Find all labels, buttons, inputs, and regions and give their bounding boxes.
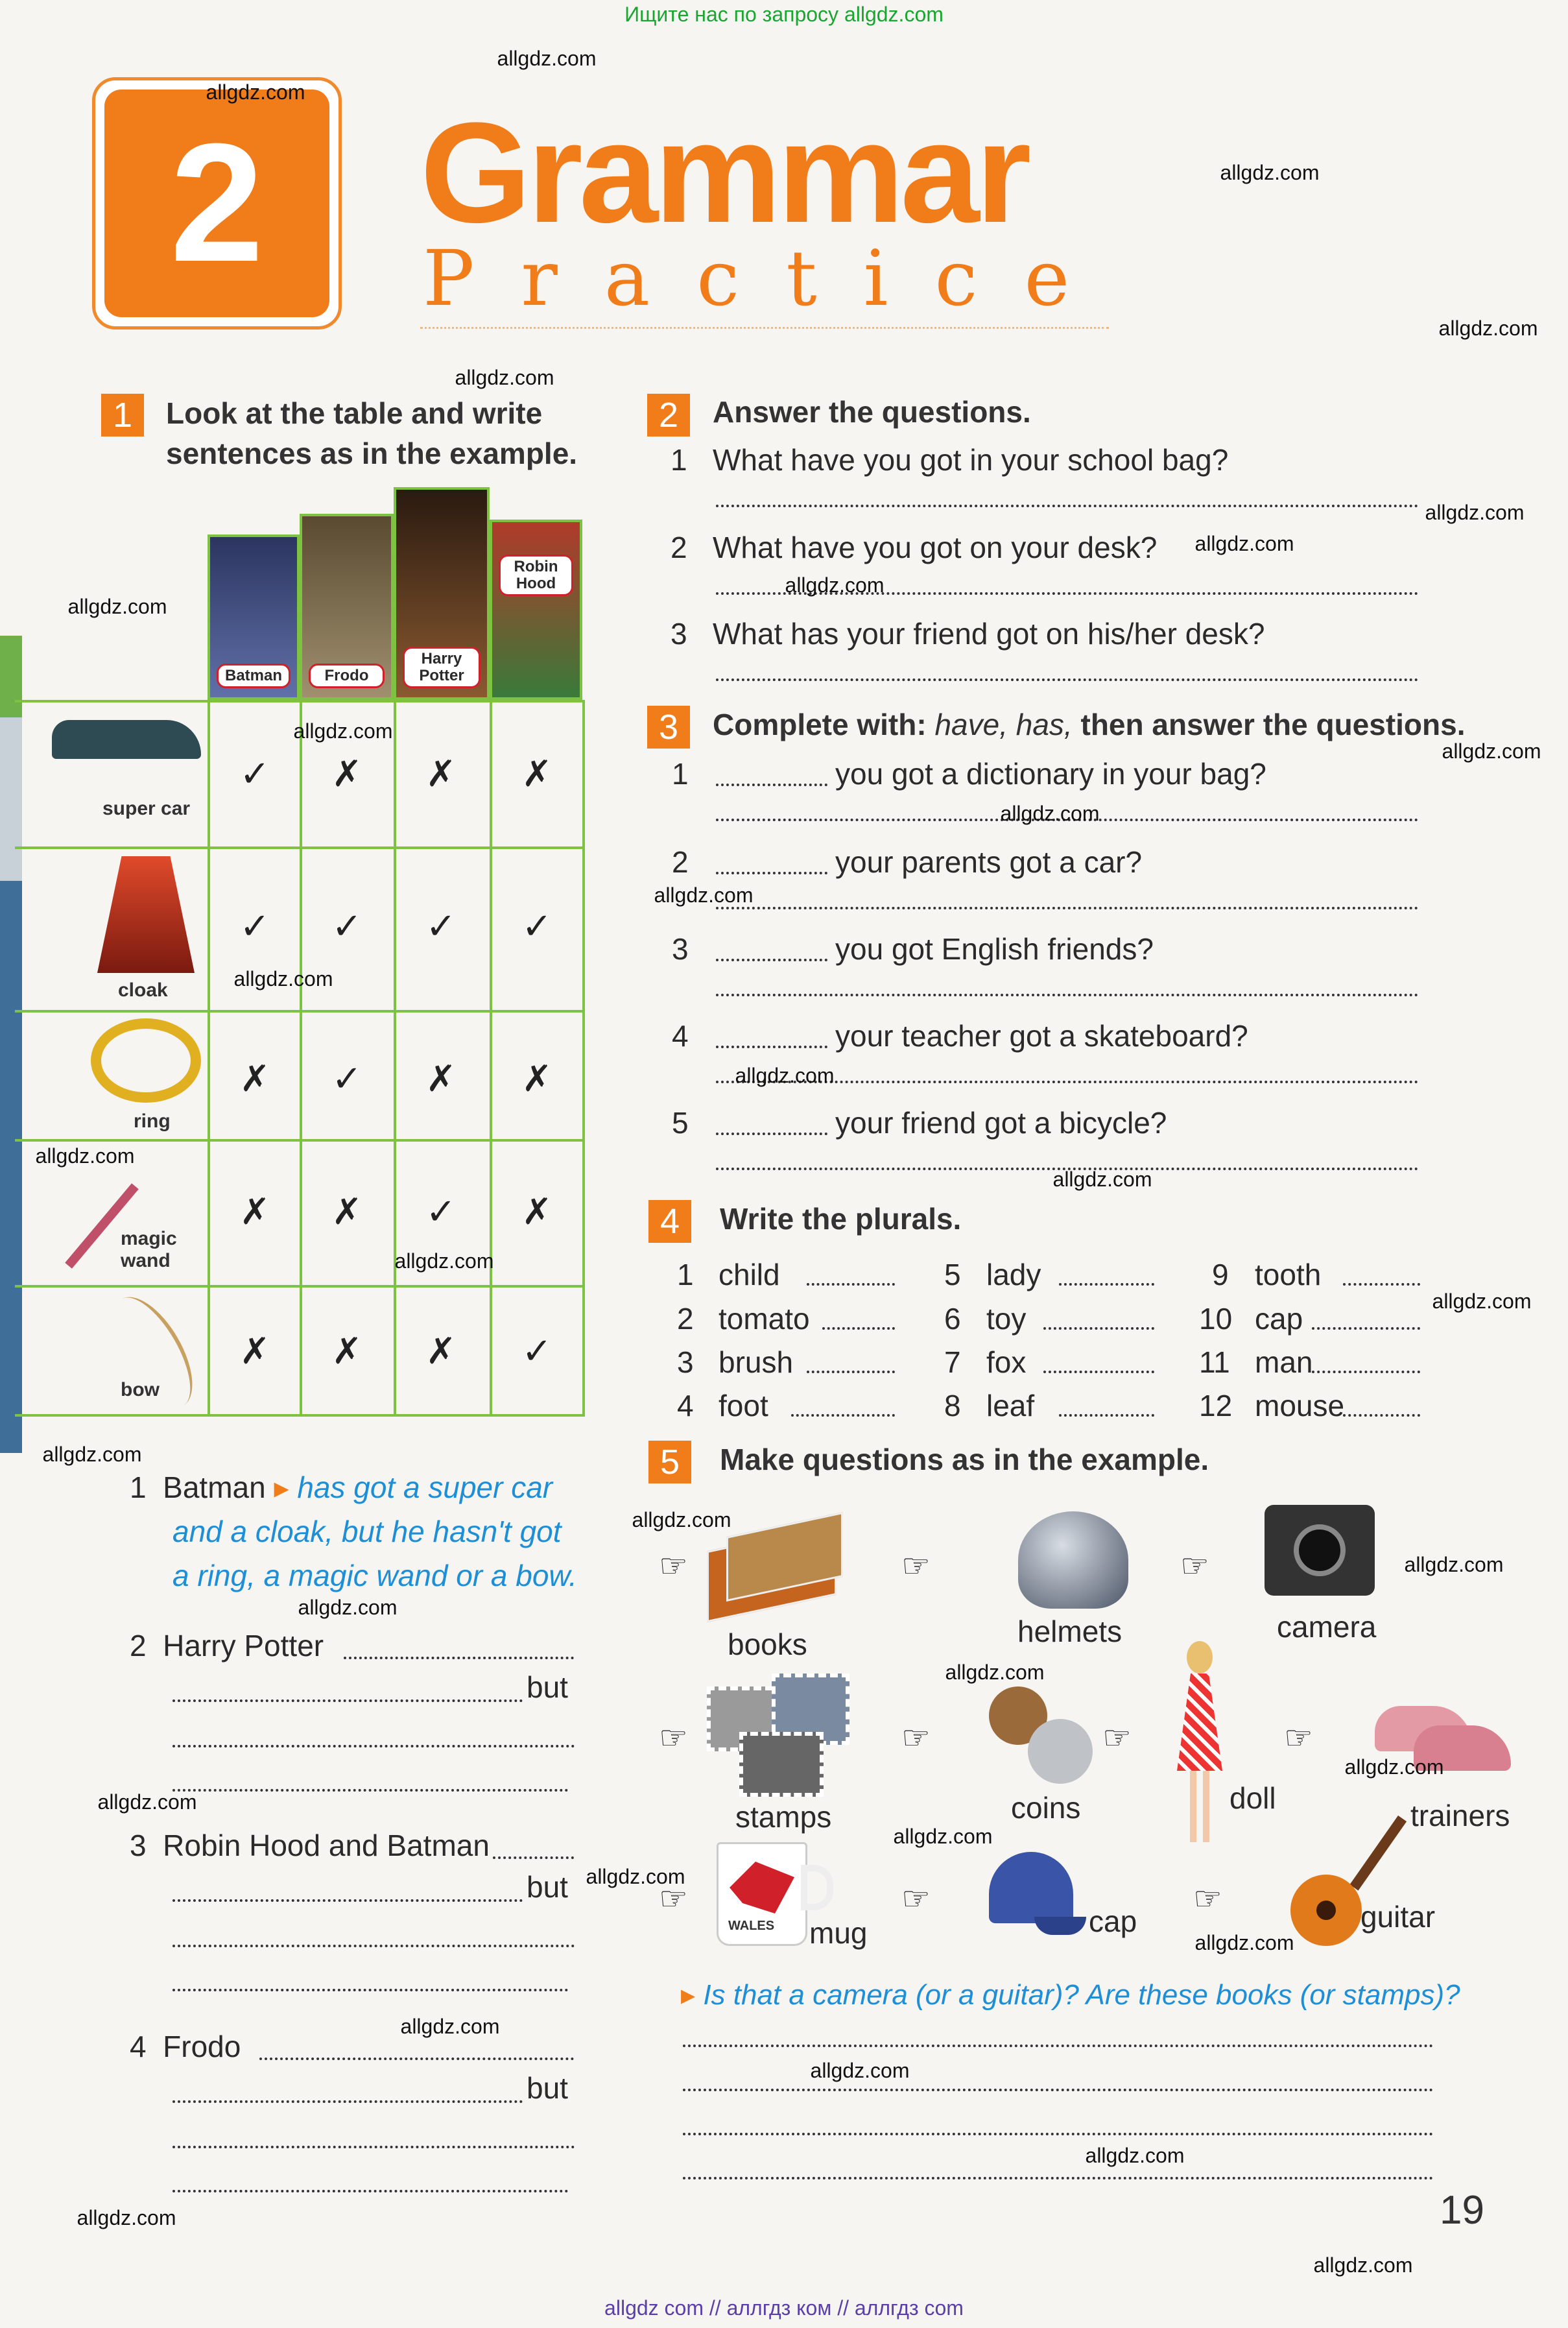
check-mark-icon: ✓: [331, 1058, 362, 1099]
picture-label: books: [728, 1627, 807, 1661]
cross-mark-icon: ✗: [425, 1330, 457, 1371]
plural-blank[interactable]: [807, 1283, 895, 1286]
exercise-1-number: 1: [101, 394, 144, 437]
word: leaf: [986, 1389, 1035, 1422]
cap-picture: [989, 1852, 1086, 1943]
plural-blank[interactable]: [1343, 1414, 1420, 1417]
item-label: ring: [134, 1110, 171, 1132]
exercise-5-number: 5: [648, 1441, 691, 1483]
character-picture: [394, 487, 490, 700]
exercise-4-instruction: Write the plurals.: [720, 1202, 962, 1236]
doll-picture: [1167, 1641, 1232, 1849]
answer-line[interactable]: [172, 2146, 575, 2148]
unit-number: 2: [104, 90, 329, 317]
instruction-text: Complete with:: [713, 708, 935, 741]
answer-line[interactable]: [172, 1789, 568, 1792]
watermark-text: allgdz.com: [893, 1825, 993, 1848]
question-text: your teacher got a skateboard?: [835, 1019, 1248, 1053]
word-number: 8: [944, 1389, 961, 1422]
watermark-text: allgdz.com: [400, 2015, 500, 2038]
word: foot: [719, 1389, 768, 1422]
answer-line[interactable]: [716, 678, 1418, 681]
watermark-text: allgdz.com: [1425, 501, 1525, 524]
word-number: 11: [1199, 1345, 1230, 1379]
check-mark-icon: ✓: [239, 906, 270, 946]
item-label: bow: [121, 1379, 160, 1400]
word-number: 6: [944, 1302, 961, 1336]
question-number: 3: [672, 932, 689, 966]
word-number: 9: [1212, 1258, 1229, 1291]
but-label: but: [527, 1670, 568, 1704]
cross-mark-icon: ✗: [331, 1191, 362, 1232]
watermark-text: allgdz.com: [298, 1596, 398, 1619]
cross-mark-icon: ✗: [521, 753, 552, 794]
word-number: 5: [944, 1258, 961, 1291]
answer-line[interactable]: [716, 907, 1418, 909]
blank-field[interactable]: [716, 1046, 827, 1048]
cross-mark-icon: ✗: [239, 1058, 270, 1099]
instruction-words: have, has,: [934, 708, 1073, 741]
item-number: 3: [130, 1829, 147, 1862]
pointing-hand-icon: ☞: [1284, 1720, 1313, 1756]
coins-picture: [989, 1686, 1099, 1784]
question-number: 5: [672, 1106, 689, 1140]
item-label: cloak: [118, 979, 168, 1001]
item-label: magic wand: [121, 1228, 177, 1271]
page-title: Grammar: [420, 93, 1028, 252]
watermark-text: allgdz.com: [945, 1661, 1045, 1684]
watermark-text: allgdz.com: [42, 1443, 142, 1466]
watermark-text: allgdz.com: [394, 1249, 494, 1273]
picture-label: guitar: [1360, 1900, 1436, 1934]
pointing-hand-icon: ☞: [1193, 1880, 1222, 1917]
watermark-text: allgdz.com: [1220, 161, 1320, 184]
but-label: but: [527, 2071, 568, 2105]
helmet-picture: [1018, 1511, 1128, 1609]
check-mark-icon: ✓: [425, 1191, 457, 1232]
example-text: a ring, a magic wand or a bow.: [172, 1559, 577, 1592]
cross-mark-icon: ✗: [521, 1058, 552, 1099]
plural-blank[interactable]: [1312, 1371, 1420, 1373]
books-picture: [700, 1518, 849, 1615]
question-text: your parents got a car?: [835, 845, 1143, 879]
answer-line[interactable]: [172, 1745, 575, 1747]
watermark-text: allgdz.com: [1194, 532, 1294, 555]
word: tomato: [719, 1302, 810, 1336]
word: child: [719, 1258, 780, 1291]
watermark-text: allgdz.com: [497, 47, 597, 70]
answer-line[interactable]: [344, 1657, 574, 1659]
answer-line[interactable]: [172, 1899, 523, 1902]
picture-label: coins: [1011, 1791, 1081, 1825]
title-divider: [420, 327, 1109, 329]
cross-mark-icon: ✗: [425, 753, 457, 794]
plural-blank[interactable]: [1312, 1327, 1420, 1330]
item-number: 2: [130, 1629, 147, 1662]
answer-line[interactable]: [683, 2089, 1433, 2091]
pointing-hand-icon: ☞: [659, 1720, 688, 1756]
subject: Batman: [163, 1470, 266, 1504]
watermark-text: allgdz.com: [35, 1144, 135, 1168]
check-mark-icon: ✓: [425, 906, 457, 946]
question-text: What have you got on your desk?: [713, 531, 1158, 564]
watermark-text: allgdz.com: [1085, 2144, 1185, 2167]
pointing-hand-icon: ☞: [659, 1548, 688, 1584]
unit-number-badge: [92, 77, 342, 330]
answer-line[interactable]: [172, 1989, 568, 1991]
answer-line[interactable]: [172, 1945, 575, 1947]
plural-blank[interactable]: [1043, 1371, 1154, 1373]
picture-label: camera: [1277, 1610, 1377, 1644]
word-number: 1: [677, 1258, 694, 1291]
plural-blank[interactable]: [1059, 1283, 1154, 1286]
watermark-text: allgdz.com: [455, 366, 554, 389]
word-number: 7: [944, 1345, 961, 1379]
word: brush: [719, 1345, 794, 1379]
question-number: 2: [672, 845, 689, 879]
exercise-2-number: 2: [647, 394, 690, 437]
answer-line[interactable]: [259, 2058, 574, 2060]
answer-line[interactable]: [172, 2190, 568, 2192]
check-mark-icon: ✓: [239, 753, 270, 794]
watermark-text: allgdz.com: [233, 967, 333, 990]
character-label: Frodo: [309, 664, 385, 688]
subject: Frodo: [163, 2030, 241, 2063]
word-number: 4: [677, 1389, 694, 1422]
question-text: What has your friend got on his/her desk?: [713, 617, 1265, 651]
watermark-text: allgdz.com: [1052, 1168, 1152, 1191]
arrow-icon: ▸: [274, 1470, 289, 1504]
example-text: and a cloak, but he hasn't got: [172, 1515, 562, 1548]
cloak-icon: [97, 856, 195, 973]
adjacent-page-edge: [0, 636, 22, 1453]
exercise-3-number: 3: [647, 706, 690, 749]
watermark-text: allgdz.com: [785, 573, 885, 597]
pointing-hand-icon: ☞: [901, 1880, 931, 1917]
answer-line[interactable]: [683, 2177, 1433, 2179]
watermark-text: allgdz.com: [67, 595, 167, 618]
picture-label: stamps: [735, 1800, 832, 1834]
word-number: 2: [677, 1302, 694, 1336]
question-number: 3: [671, 617, 687, 651]
exercise-2-instruction: Answer the questions.: [713, 395, 1031, 429]
top-banner[interactable]: Ищите нас по запросу allgdz.com: [624, 3, 944, 26]
cross-mark-icon: ✗: [521, 1191, 552, 1232]
page-number: 19: [1440, 2188, 1484, 2233]
exercise-3-instruction: [713, 707, 1466, 742]
word: man: [1255, 1345, 1313, 1379]
watermark-text: allgdz.com: [1000, 802, 1100, 825]
watermark-text: allgdz.com: [206, 80, 305, 104]
item-label: super car: [102, 798, 191, 819]
character-label: Harry Potter: [403, 647, 481, 688]
instruction-text: then answer the questions.: [1072, 708, 1466, 741]
watermark-text: allgdz.com: [1194, 1931, 1294, 1954]
example-sentence: [130, 1470, 552, 1505]
super-car-icon: [52, 720, 201, 759]
word: toy: [986, 1302, 1027, 1336]
picture-label: helmets: [1017, 1614, 1123, 1648]
question-number: 2: [671, 531, 687, 564]
cross-mark-icon: ✗: [425, 1058, 457, 1099]
exercise-4-number: 4: [648, 1200, 691, 1243]
but-label: but: [527, 1870, 568, 1904]
pointing-hand-icon: ☞: [1102, 1720, 1132, 1756]
exercise-1-instruction: Look at the table and write: [166, 396, 543, 430]
question-text: your friend got a bicycle?: [835, 1106, 1167, 1140]
word: mouse: [1255, 1389, 1345, 1422]
stamps-picture: [707, 1674, 856, 1797]
word: cap: [1255, 1302, 1303, 1336]
watermark-text: allgdz.com: [293, 719, 393, 743]
arrow-icon: ▸: [681, 1979, 704, 2011]
subject: Robin Hood and Batman: [163, 1829, 490, 1862]
question-number: 1: [671, 443, 687, 477]
picture-label: doll: [1229, 1781, 1276, 1815]
watermark-text: allgdz.com: [1313, 2253, 1413, 2277]
plural-blank[interactable]: [1059, 1414, 1154, 1417]
watermark-text: allgdz.com: [654, 883, 754, 907]
answer-line[interactable]: [716, 994, 1418, 996]
word-number: 10: [1199, 1302, 1233, 1336]
blank-field[interactable]: [716, 1133, 827, 1135]
watermark-text: allgdz.com: [1404, 1553, 1504, 1576]
sentence-item: [130, 1828, 490, 1863]
character-label: Robin Hood: [499, 555, 573, 596]
answer-line[interactable]: [683, 2133, 1433, 2135]
exercise-5-instruction: Make questions as in the example.: [720, 1443, 1209, 1476]
answer-line[interactable]: [172, 2100, 523, 2103]
question-number: 1: [672, 757, 689, 791]
word-number: 3: [677, 1345, 694, 1379]
sentence-item: [130, 1628, 324, 1663]
sentence-item: [130, 2029, 241, 2064]
subject: Harry Potter: [163, 1629, 324, 1662]
check-mark-icon: ✓: [521, 1330, 552, 1371]
question-text: you got English friends?: [835, 932, 1154, 966]
watermark-text: allgdz.com: [97, 1790, 197, 1814]
character-picture: [490, 520, 582, 700]
mug-text: WALES: [728, 1919, 775, 1933]
character-picture: [300, 514, 394, 700]
watermark-text: allgdz.com: [1442, 739, 1541, 763]
picture-label: cap: [1089, 1904, 1137, 1938]
pointing-hand-icon: ☞: [659, 1880, 688, 1917]
word: fox: [986, 1345, 1027, 1379]
word: lady: [986, 1258, 1041, 1291]
character-picture: [208, 534, 300, 700]
ring-icon: [91, 1018, 201, 1103]
example-text: has got a super car: [297, 1470, 553, 1504]
watermark-text: allgdz.com: [632, 1508, 731, 1531]
question-text: you got a dictionary in your bag?: [835, 757, 1266, 791]
answer-line[interactable]: [716, 505, 1418, 507]
word: tooth: [1255, 1258, 1322, 1291]
plural-blank[interactable]: [1343, 1283, 1420, 1286]
check-mark-icon: ✓: [331, 906, 362, 946]
cross-mark-icon: ✗: [239, 1191, 270, 1232]
question-text: What have you got in your school bag?: [713, 443, 1229, 477]
watermark-text: allgdz.com: [1432, 1290, 1532, 1313]
answer-line[interactable]: [683, 2045, 1433, 2047]
question-number: 4: [672, 1019, 689, 1053]
exercise-5-example: [681, 1978, 1460, 2011]
item-number: 4: [130, 2030, 147, 2063]
camera-picture: [1265, 1505, 1375, 1596]
watermark-text: allgdz.com: [735, 1064, 835, 1087]
watermark-text: allgdz.com: [1438, 317, 1538, 340]
plural-blank[interactable]: [822, 1327, 895, 1330]
page-subtitle: Practice: [423, 234, 1117, 323]
cross-mark-icon: ✗: [331, 753, 362, 794]
watermark-text: allgdz.com: [77, 2206, 176, 2229]
item-number: 1: [130, 1470, 147, 1504]
answer-line[interactable]: [493, 1856, 574, 1859]
cross-mark-icon: ✗: [239, 1330, 270, 1371]
character-label: Batman: [217, 664, 291, 688]
example-text: Is that a camera (or a guitar)? Are these books (or stamps)?: [703, 1979, 1460, 2011]
picture-label: trainers: [1410, 1799, 1510, 1832]
blank-field[interactable]: [716, 784, 827, 786]
cross-mark-icon: ✗: [331, 1330, 362, 1371]
watermark-text: allgdz.com: [586, 1865, 685, 1888]
bottom-banner[interactable]: allgdz com // аллгдз ком // аллгдз com: [604, 2296, 964, 2320]
plural-blank[interactable]: [807, 1371, 895, 1373]
watermark-text: allgdz.com: [810, 2059, 910, 2082]
blank-field[interactable]: [716, 959, 827, 961]
check-mark-icon: ✓: [521, 906, 552, 946]
pointing-hand-icon: ☞: [901, 1548, 931, 1584]
pointing-hand-icon: ☞: [901, 1720, 931, 1756]
answer-line[interactable]: [172, 1699, 523, 1702]
plural-blank[interactable]: [791, 1414, 895, 1417]
word-number: 12: [1199, 1389, 1233, 1422]
picture-label: mug: [809, 1916, 868, 1950]
pointing-hand-icon: ☞: [1180, 1548, 1209, 1584]
exercise-1-instruction: sentences as in the example.: [166, 437, 578, 470]
plural-blank[interactable]: [1043, 1327, 1154, 1330]
watermark-text: allgdz.com: [1344, 1755, 1444, 1779]
blank-field[interactable]: [716, 872, 827, 874]
